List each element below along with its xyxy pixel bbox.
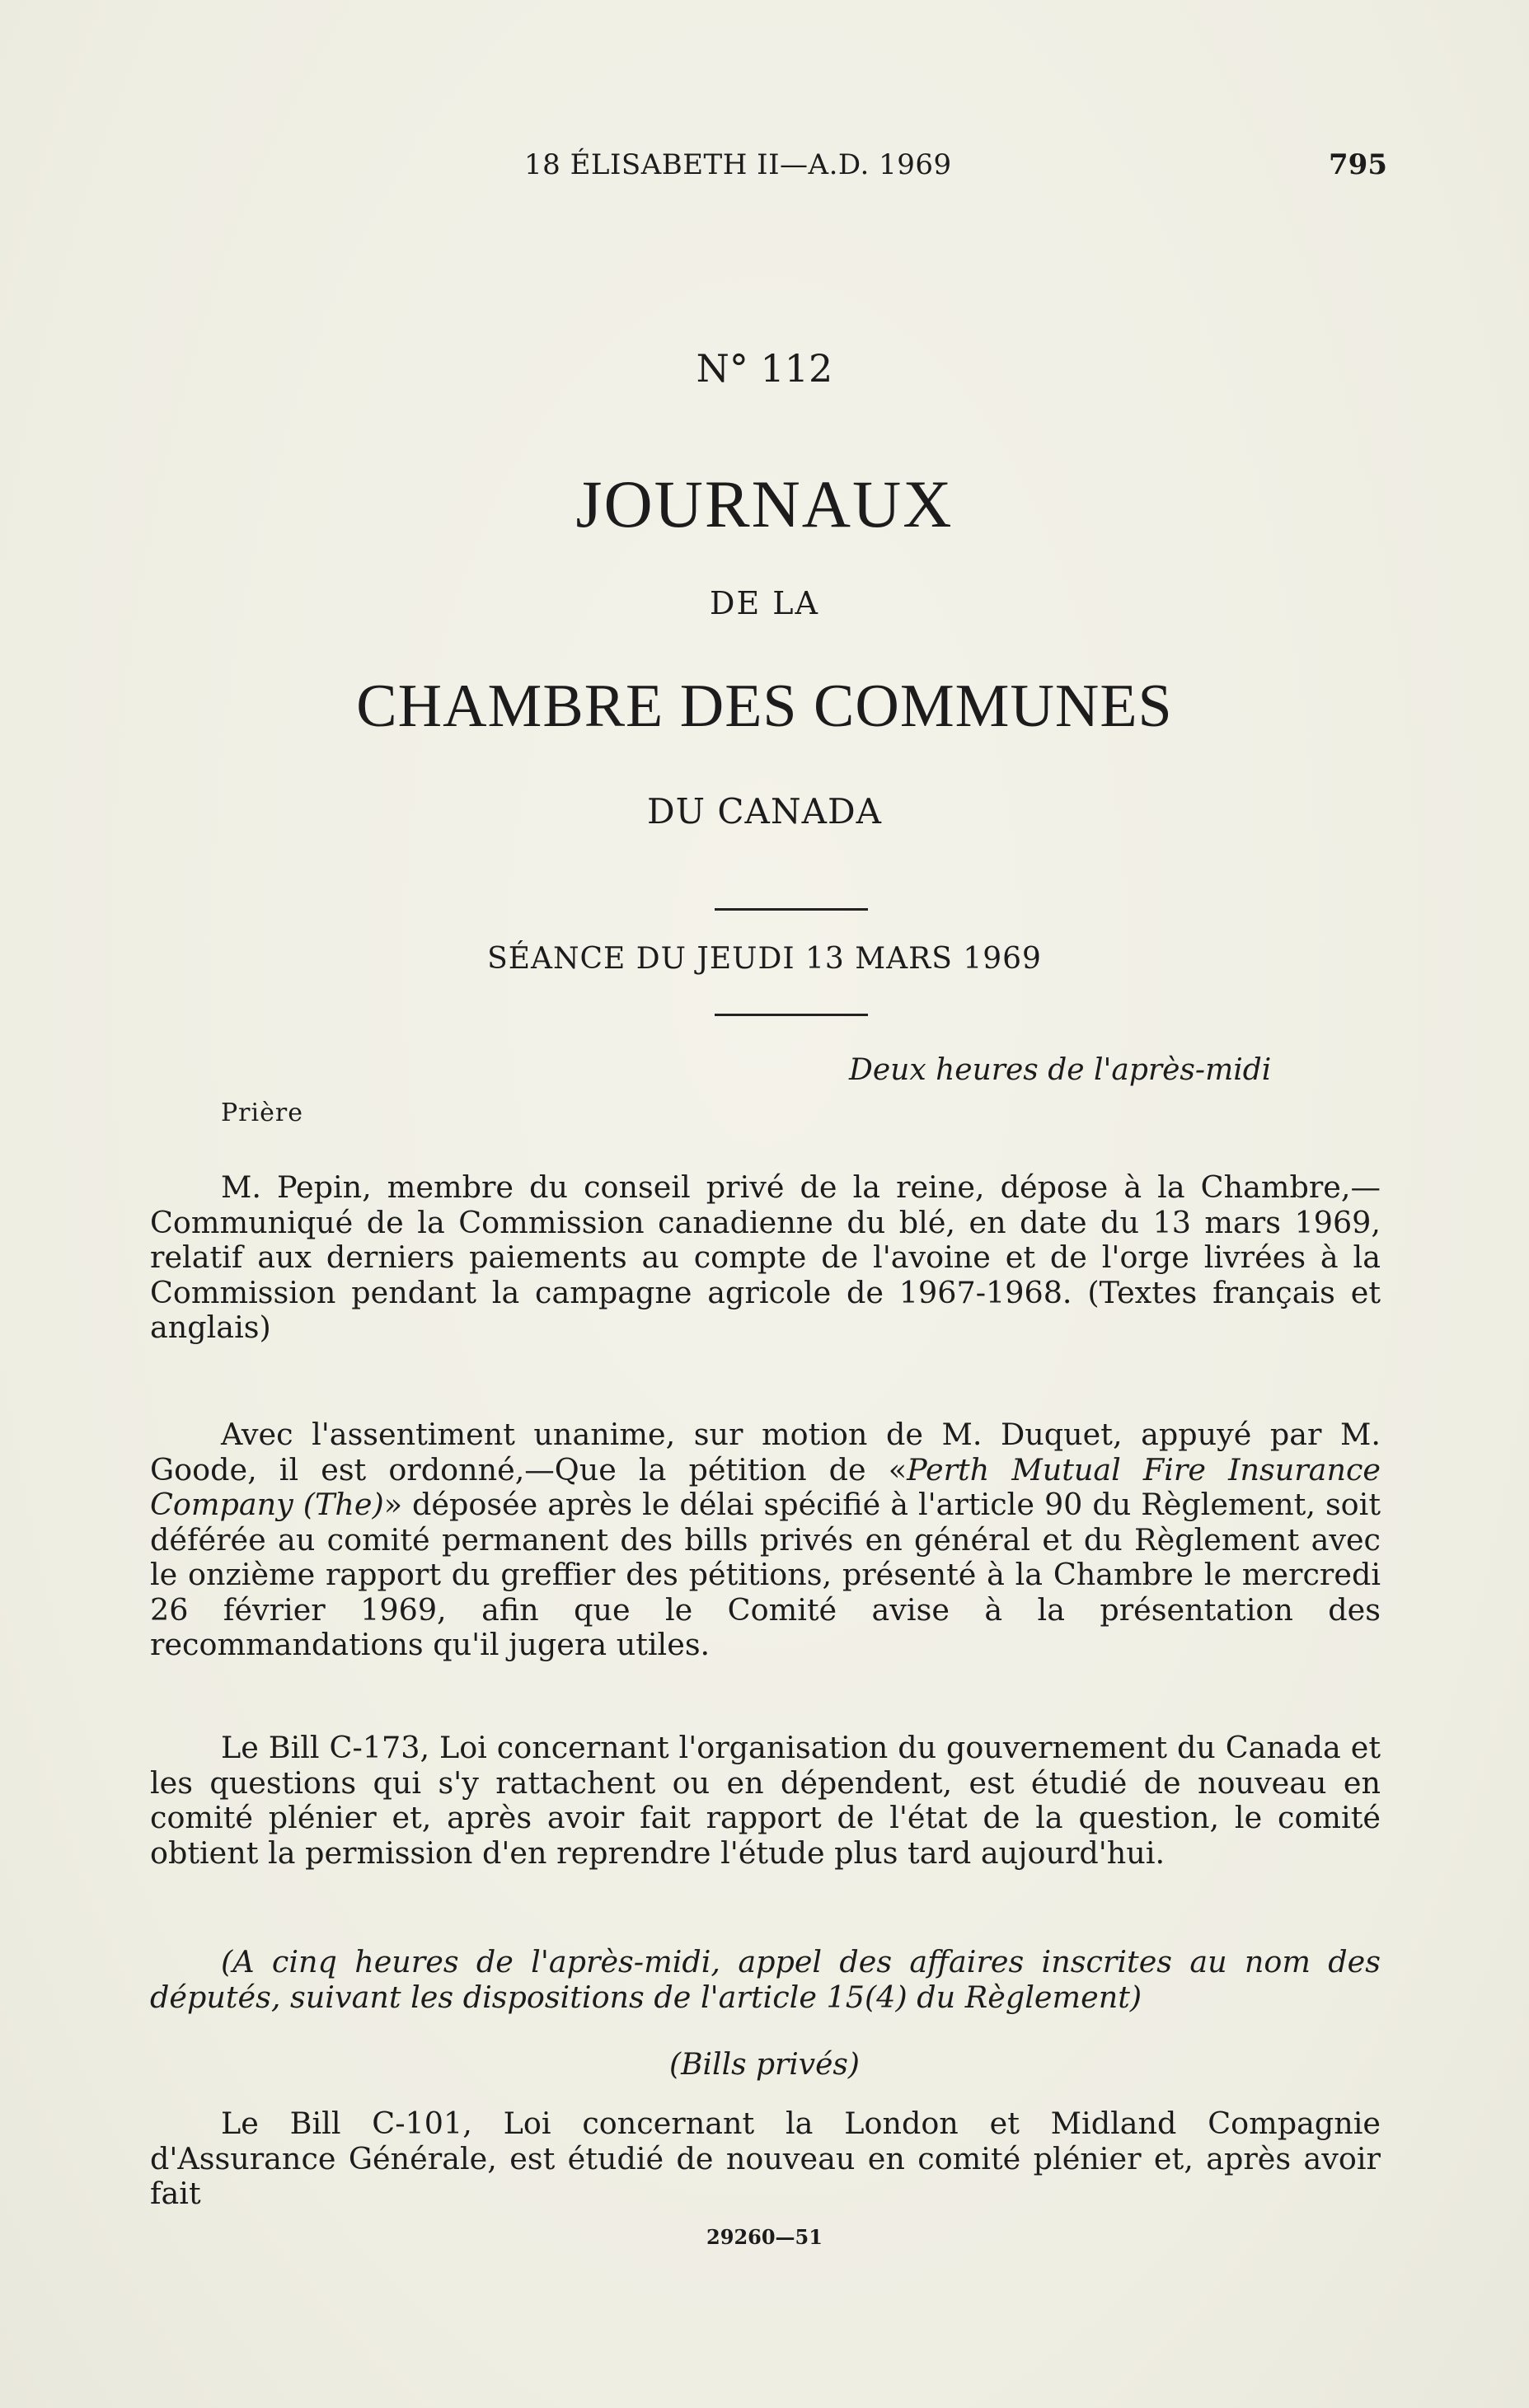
chamber-title: CHAMBRE DES COMMUNES: [356, 672, 1173, 740]
printer-signature: 29260—51: [706, 2225, 823, 2249]
title-de-la: DE LA: [710, 585, 819, 621]
issue-number: N° 112: [696, 346, 833, 391]
country-title: DU CANADA: [647, 791, 882, 832]
paragraph-petition: [150, 1417, 1381, 1663]
time-note: Deux heures de l'après-midi: [849, 1053, 1272, 1087]
section-label-priere: Prière: [221, 1099, 303, 1127]
paragraph-bill-c101: Le Bill C-101, Loi concernant la London et Midland Compagnie d'Assurance Générale, est étudié de nouveau en comité plénier et, après avoir fait: [150, 2106, 1381, 2211]
document-title: JOURNAUX: [575, 466, 954, 541]
sitting-date: SÉANCE DU JEUDI 13 MARS 1969: [487, 942, 1042, 976]
paragraph-procedure-note: (A cinq heures de l'après-midi, appel des affaires inscrites au nom des députés, suivant les dispositions de l'article 15(4) du Règlement): [150, 1944, 1381, 2015]
running-header: 18 ÉLISABETH II—A.D. 1969: [524, 148, 952, 181]
page-number: 795: [1329, 148, 1387, 181]
paragraph-bill-c173: Le Bill C-173, Loi concernant l'organisation du gouvernement du Canada et les questions qui s'y rattachent ou en dépendent, est étudié de nouveau en comité plénier et, après avoir fait rapport de l'état de la question, le comité obtient la permission d'en reprendre l'étude plus tard aujourd'hui.: [150, 1730, 1381, 1871]
paragraph-petition-company: Perth Mutual Fire Insurance Company (The): [150, 1451, 1381, 1522]
divider-bottom: [715, 1014, 868, 1016]
paragraph-pepin: M. Pepin, membre du conseil privé de la reine, dépose à la Chambre,—Communiqué de la Commission canadienne du blé, en date du 13 mars 1969, relatif aux derniers paiements au compte de l'avoine et de l'orge livrées à la Commission pendant la campagne agricole de 1967-1968. (Textes français et anglais): [150, 1169, 1381, 1345]
paragraph-petition-text-a: Avec l'assentiment unanime, sur motion de M. Duquet, appuyé par M. Goode, il est ordonné,—Que la pétition de «: [150, 1417, 1381, 1487]
divider-top: [715, 908, 868, 911]
paragraph-petition-text-b: » déposée après le délai spécifié à l'article 90 du Règlement, soit déférée au comité permanent des bills privés en général et du Règlement avec le onzième rapport du greffier des pétitions, présenté à la Chambre le mercredi 26 février 1969, afin que le Comité avise à la présentation des recommandations qu'il jugera utiles.: [150, 1487, 1381, 1662]
bills-prives-heading: (Bills privés): [669, 2048, 860, 2082]
